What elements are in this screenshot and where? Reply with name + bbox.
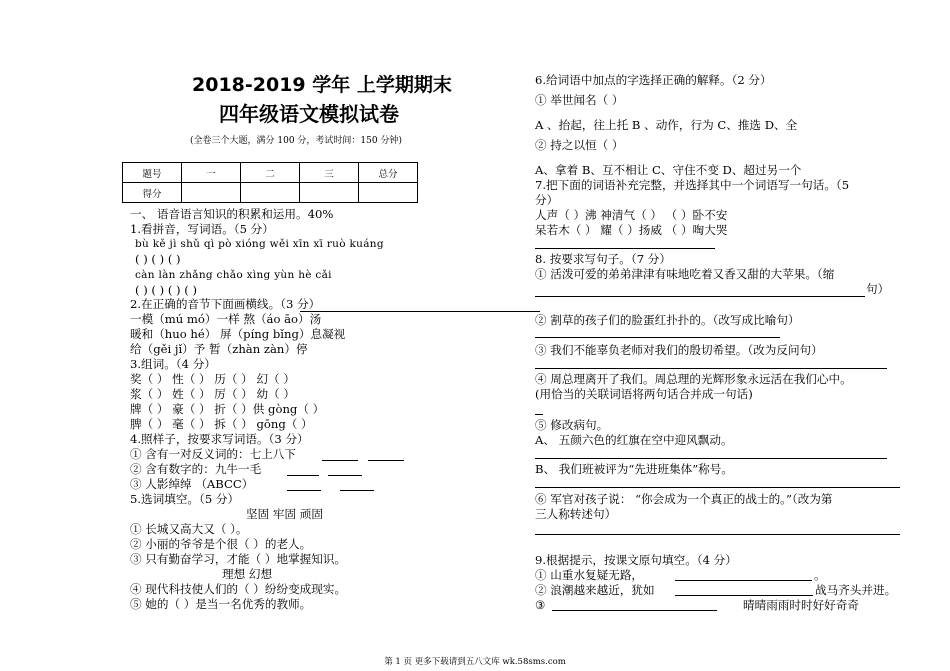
question-line: ③ 人影绰绰 （ABCC） (130, 477, 254, 491)
answer-brackets[interactable]: ( ) ( ) ( ) (135, 252, 181, 266)
question-line: A、拿着 B、互不相让 C、守住不变 D、超过另一个 (535, 163, 802, 177)
score-cell[interactable] (359, 183, 418, 203)
score-table-score-row (123, 183, 418, 203)
question-line[interactable]: 人声（ ）沸 神清气（ ） （ ）卧不安 (535, 208, 728, 222)
question-line[interactable]: ③ 只有勤奋学习，才能（ ）地掌握知识。 (130, 552, 347, 566)
question-line[interactable]: 给（gěi jǐ）予 暂（zhàn zàn）停 (130, 342, 308, 356)
exam-title-line2: 四年级语文模拟试卷 (219, 102, 399, 126)
question-title: 4.照样子，按要求写词语。（3 分） (130, 432, 309, 446)
question-title: 1.看拼音，写词语。（5 分） (130, 222, 274, 236)
question-line: A 、抬起，往上托 B 、动作，行为 C、推选 D、全 (535, 118, 798, 132)
question-line[interactable]: ② 持之以恒（ ） (535, 138, 624, 152)
question-line: ④ 周总理离开了我们。周总理的光辉形象永远活在我们心中。 (535, 372, 852, 386)
score-cell: 三 (300, 163, 359, 183)
score-table-header-row (123, 163, 418, 183)
word-bank: 坚固 牢固 顽固 (246, 507, 323, 521)
question-title: 5.选词填空。（5 分） (130, 492, 240, 506)
answer-line[interactable] (535, 368, 887, 369)
answer-blank[interactable] (322, 448, 358, 461)
question-line: ③ (535, 598, 546, 612)
answer-blank[interactable] (287, 478, 321, 491)
question-line: ⑤ 修改病句。 (535, 418, 609, 432)
question-line: ② 浪潮越来越近，犹如 (535, 583, 655, 597)
answer-line[interactable] (535, 248, 715, 249)
answer-blank[interactable] (675, 568, 812, 581)
question-line[interactable]: ② 小丽的爷爷是个很（ ）的老人。 (130, 537, 312, 551)
pinyin-line: càn làn zhǎng chǎo xìng yùn hè cǎi (135, 269, 332, 281)
question-line-end: 。 (814, 568, 826, 582)
question-line-end: 晴晴雨雨时时好好奇奇 (743, 598, 859, 612)
exam-subtitle: (全卷三个大题，满分 100 分，考试时间：150 分钟) (190, 136, 402, 146)
question-line-end: 战马齐头并进。 (815, 583, 897, 597)
answer-line[interactable] (535, 337, 780, 338)
question-line[interactable]: 脾（ ） 毫（ ） 拆（ ） gōng（ ） (130, 417, 313, 431)
question-title: 8. 按要求写句子。（7 分） (535, 252, 671, 266)
question-line: ① 活泼可爱的弟弟津津有味地吃着又香又甜的大苹果。（缩 (535, 267, 835, 281)
score-cell: 得分 (123, 183, 182, 203)
question-line-cont: 句） (866, 282, 890, 296)
word-bank: 理想 幻想 (222, 567, 273, 581)
question-line: ③ 我们不能辜负老师对我们的殷切希望。（改为反问句） (535, 343, 823, 357)
answer-blank[interactable] (552, 598, 717, 611)
score-cell[interactable] (182, 183, 241, 203)
score-cell: 总分 (359, 163, 418, 183)
question-title: 6.给词语中加点的字选择正确的解释。（2 分） (535, 73, 772, 87)
answer-blank[interactable] (328, 463, 362, 476)
answer-line[interactable] (535, 296, 865, 297)
exam-title-line1: 2018-2019 学年 上学期期末 (192, 74, 452, 96)
question-title: 2.在正确的音节下面画横线。（3 分） (130, 297, 321, 311)
question-line[interactable]: 一模（mú mó）一样 熬（áo āo）汤 (130, 312, 322, 326)
question-line[interactable]: 奖（ ） 性（ ） 历（ ） 幻（ ） (130, 372, 295, 386)
page-footer: 第 1 页 更多下载请到五八文库 wk.58sms.com (384, 657, 566, 667)
question-line-cont: (用恰当的关联词语将两句话合并成一句话) (535, 387, 753, 401)
question-line[interactable]: 牌（ ） 豪（ ） 折（ ）供 gòng（ ） (130, 402, 325, 416)
question-line: ① 山重水复疑无路， (535, 568, 644, 582)
score-table (122, 162, 418, 203)
question-title-cont: 分） (535, 193, 559, 207)
question-line: ⑥ 军官对孩子说： “你会成为一个真正的战士的。”（改为第 (535, 492, 833, 506)
question-title: 3.组词。（4 分） (130, 357, 216, 371)
answer-blank[interactable] (340, 478, 374, 491)
question-title: 9.根据提示，按课文原句填空。（4 分） (535, 553, 737, 567)
divider-line (300, 311, 540, 312)
score-cell: 题号 (123, 163, 182, 183)
question-title: 7.把下面的词语补充完整，并选择其中一个词语写一句话。（5 (535, 178, 850, 192)
question-line: ① 含有一对反义词的：七上八下 (130, 447, 296, 461)
answer-blank[interactable] (368, 448, 404, 461)
question-line[interactable]: ④ 现代科技使人们的（ ）纷纷变成现实。 (130, 582, 347, 596)
question-line: ② 割草的孩子们的脸蛋红扑扑的。（改写成比喻句） (535, 313, 800, 327)
score-cell: 二 (241, 163, 300, 183)
answer-line[interactable] (535, 414, 543, 415)
question-line[interactable]: 浆（ ） 姓（ ） 厉（ ） 幼（ ） (130, 387, 295, 401)
question-line[interactable]: ① 长城又高大又（ ）。 (130, 522, 248, 536)
section-heading: 一、 语音语言知识的积累和运用。40% (130, 207, 334, 221)
question-line: A、 五颜六色的红旗在空中迎风飘动。 (535, 433, 733, 447)
answer-blank[interactable] (675, 583, 813, 596)
question-line: ② 含有数字的：九牛一毛 (130, 462, 262, 476)
answer-brackets[interactable]: ( ) ( ) ( ) ( ) (135, 283, 197, 297)
question-line[interactable]: 呆若木（ ） 耀（ ）扬威 （ ）啕大哭 (535, 223, 728, 237)
score-cell[interactable] (241, 183, 300, 203)
question-line-cont: 三人称转述句） (535, 507, 617, 521)
answer-line[interactable] (535, 487, 900, 488)
answer-line[interactable] (535, 458, 887, 459)
question-line[interactable]: 暖和（huo hé） 屏（píng bǐng）息凝视 (130, 327, 346, 341)
score-cell[interactable] (300, 183, 359, 203)
question-line[interactable]: ① 举世闻名（ ） (535, 93, 624, 107)
score-cell: 一 (182, 163, 241, 183)
question-line[interactable]: ⑤ 她的（ ）是当一名优秀的教师。 (130, 597, 312, 611)
answer-blank[interactable] (287, 463, 319, 476)
pinyin-line: bù kě jì shǔ qì pò xióng wěi xīn xī ruò kuáng (135, 238, 384, 250)
answer-line[interactable] (535, 534, 900, 535)
question-line: B、 我们班被评为“先进班集体”称号。 (535, 462, 733, 476)
